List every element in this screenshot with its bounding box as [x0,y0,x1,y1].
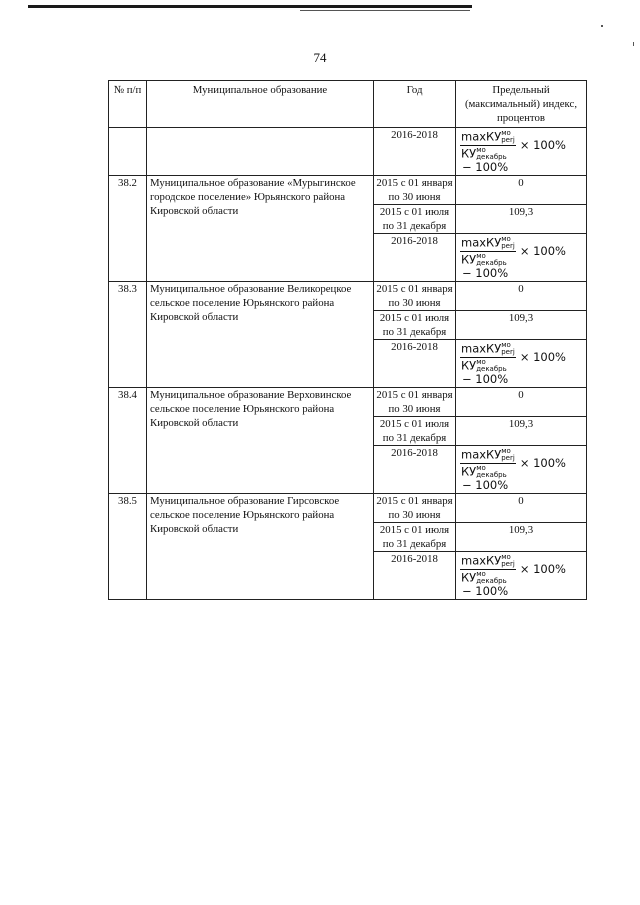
cell-index-value: 109,3 [456,311,587,340]
formula-times: × 100% [519,350,566,364]
cell-year: 2015 с 01 июля по 31 декабря [374,417,456,446]
index-formula-cell [456,552,587,600]
header-year: Год [374,81,456,128]
header-num: № п/п [109,81,147,128]
scan-artifact-line [28,5,472,8]
index-formula [460,448,566,492]
cell-index-value: 0 [456,388,587,417]
formula-minus: − 100% [462,584,509,598]
table-header-row [109,81,587,128]
index-table [108,80,587,600]
cell-index-value: 109,3 [456,205,587,234]
formula-numerator: maxКУ мо perj [461,129,515,144]
header-municipality: Муниципальное образование [147,81,374,128]
cell-num: 38.3 [109,282,147,388]
table-row [109,176,587,205]
formula-numerator: maxКУ мо perj [461,341,515,356]
table-row [109,388,587,417]
formula-times: × 100% [519,244,566,258]
header-index: Предельный (максимальный) индекс, процентов [456,81,587,128]
scan-artifact-speck [601,25,603,27]
formula-minus: − 100% [462,478,509,492]
index-formula [460,554,566,598]
formula-times: × 100% [519,138,566,152]
formula-minus: − 100% [462,160,509,174]
index-formula-cell [456,446,587,494]
formula-denominator: КУ мо декабрь [461,570,507,585]
index-formula-cell [456,340,587,388]
scan-artifact-speck [633,42,634,46]
cell-year: 2015 с 01 июля по 31 декабря [374,523,456,552]
cell-year: 2015 с 01 июля по 31 декабря [374,311,456,340]
table-row [109,494,587,523]
formula-minus: − 100% [462,372,509,386]
formula-denominator: КУ мо декабрь [461,358,507,373]
cell-year: 2015 с 01 января по 30 июня [374,494,456,523]
scan-artifact-line [300,10,470,11]
cell-num: 38.2 [109,176,147,282]
cell-index-value: 109,3 [456,523,587,552]
cell-year: 2016-2018 [374,340,456,388]
cell-municipality: Муниципальное образование Гирсовское сельское поселение Юрьянского района Кировской области [147,494,374,600]
page-number: 74 [313,50,327,65]
index-formula-cell [456,128,587,176]
cell-municipality [147,128,374,176]
formula-denominator: КУ мо декабрь [461,252,507,267]
index-formula [460,342,566,386]
cell-year: 2016-2018 [374,552,456,600]
index-formula [460,130,566,174]
formula-numerator: maxКУ мо perj [461,447,515,462]
cell-municipality: Муниципальное образование Верховинское сельское поселение Юрьянского района Кировской области [147,388,374,494]
cell-index-value: 109,3 [456,417,587,446]
cell-year: 2015 с 01 января по 30 июня [374,176,456,205]
cell-year: 2015 с 01 января по 30 июня [374,388,456,417]
cell-municipality: Муниципальное образование «Мурыгинское городское поселение» Юрьянского района Кировской области [147,176,374,282]
table-row-continuation [109,128,587,176]
cell-municipality: Муниципальное образование Великорецкое сельское поселение Юрьянского района Кировской области [147,282,374,388]
index-formula [460,236,566,280]
cell-year: 2015 с 01 января по 30 июня [374,282,456,311]
cell-index-value: 0 [456,176,587,205]
table-row [109,282,587,311]
index-formula-cell [456,234,587,282]
cell-num: 38.5 [109,494,147,600]
formula-denominator: КУ мо декабрь [461,464,507,479]
cell-index-value: 0 [456,282,587,311]
cell-year: 2016-2018 [374,128,456,176]
formula-numerator: maxКУ мо perj [461,235,515,250]
formula-numerator: maxКУ мо perj [461,553,515,568]
cell-num: 38.4 [109,388,147,494]
formula-denominator: КУ мо декабрь [461,146,507,161]
formula-times: × 100% [519,456,566,470]
cell-year: 2016-2018 [374,446,456,494]
formula-minus: − 100% [462,266,509,280]
formula-times: × 100% [519,562,566,576]
cell-year: 2016-2018 [374,234,456,282]
cell-index-value: 0 [456,494,587,523]
cell-num [109,128,147,176]
cell-year: 2015 с 01 июля по 31 декабря [374,205,456,234]
